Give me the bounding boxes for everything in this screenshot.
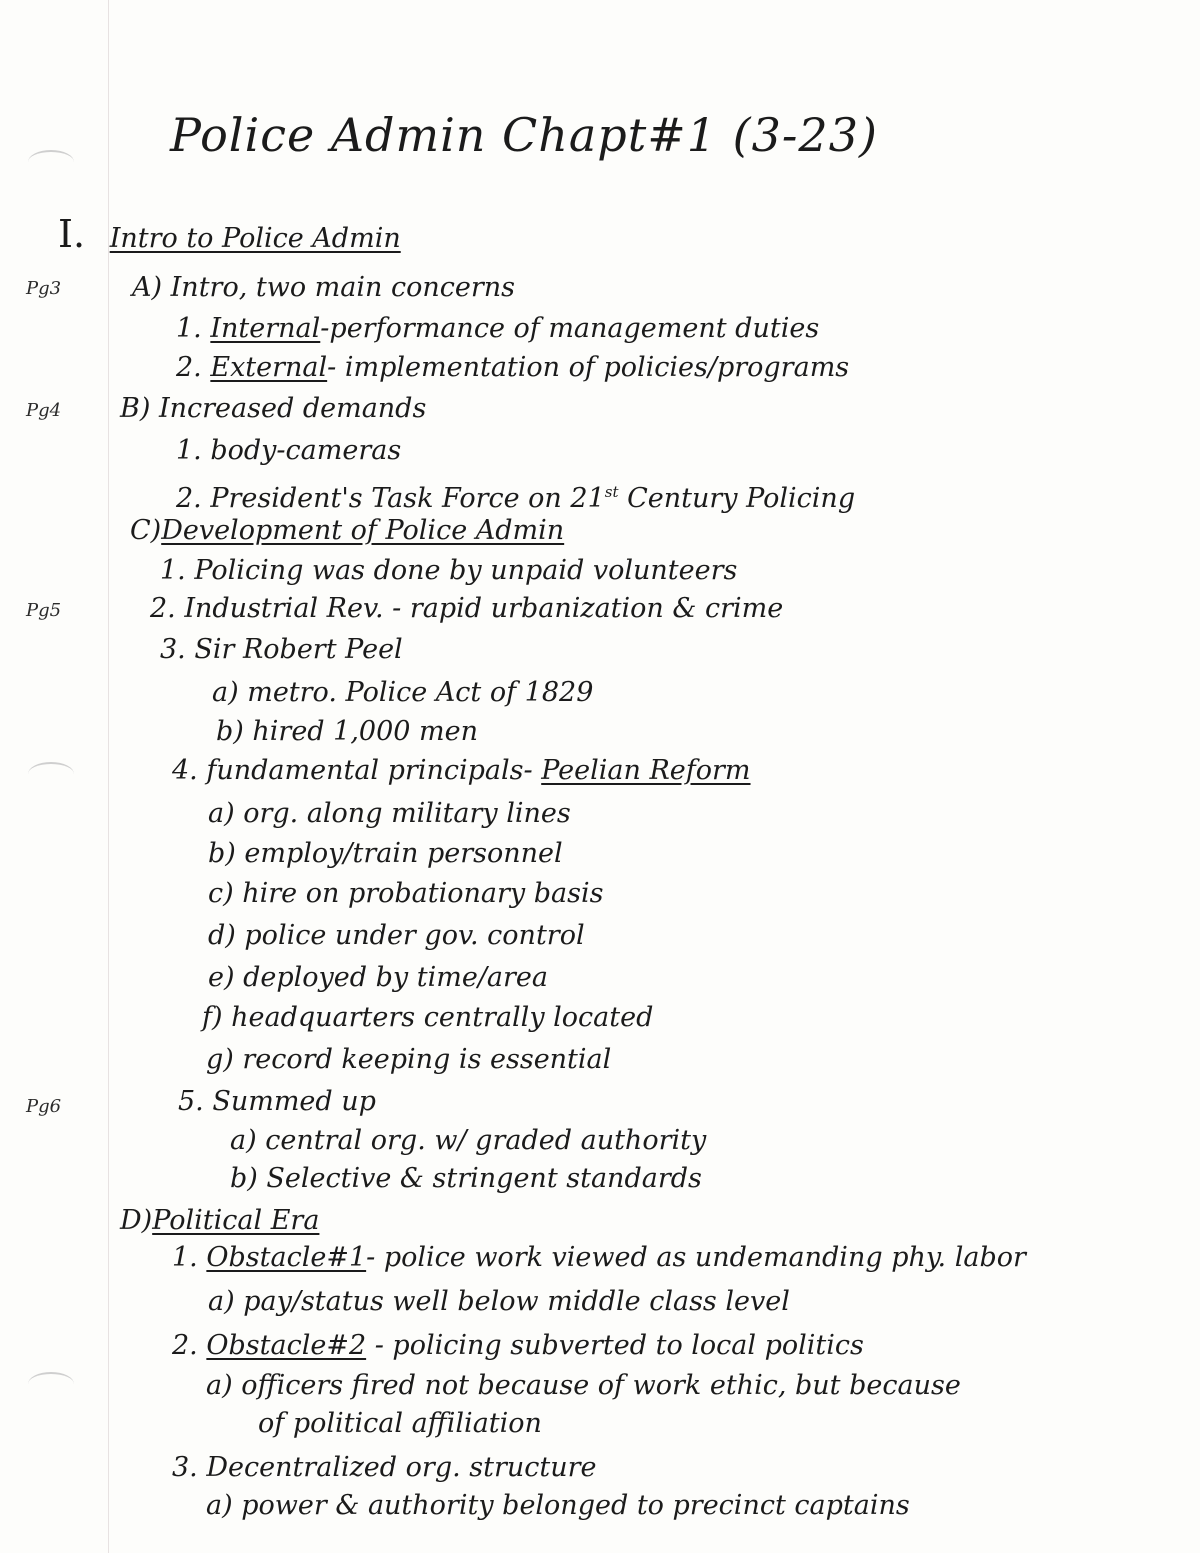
list-item: b) hired 1,000 men: [216, 716, 479, 747]
item-term: Obstacle#2: [206, 1330, 367, 1361]
list-item: 3. Sir Robert Peel: [160, 634, 403, 665]
section-numeral: I.: [58, 212, 86, 256]
subsection-c: [130, 515, 564, 547]
subsection-a: [132, 272, 515, 304]
page-ref: Pg6: [26, 1096, 62, 1117]
section-title: Intro to Police Admin: [109, 223, 401, 254]
list-item: 1. body-cameras: [176, 435, 402, 466]
item-term: Internal: [210, 313, 321, 344]
subsection-heading: Development of Police Admin: [161, 515, 565, 546]
list-item: d) police under gov. control: [208, 920, 585, 951]
subsection-label: D): [120, 1205, 153, 1236]
item-term: Peelian Reform: [541, 755, 751, 786]
item-number: 2.: [172, 1330, 198, 1361]
list-item: a) org. along military lines: [208, 798, 571, 829]
list-item: 3. Decentralized org. structure: [172, 1452, 597, 1483]
list-item: a) power & authority belonged to precinct captains: [206, 1490, 910, 1521]
list-item: 5. Summed up: [178, 1086, 376, 1117]
list-item: g) record keeping is essential: [206, 1044, 612, 1075]
list-item: e) deployed by time/area: [208, 962, 548, 993]
item-text: - implementation of policies/programs: [327, 352, 850, 383]
page-ref: Pg3: [26, 278, 62, 299]
section-heading: [58, 212, 401, 256]
list-item: b) Selective & stringent standards: [230, 1163, 702, 1194]
subsection-label: B): [120, 393, 151, 424]
item-number: 2.: [176, 352, 202, 383]
list-item: [172, 1242, 1026, 1274]
list-item: a) central org. w/ graded authority: [230, 1125, 707, 1156]
item-term: Obstacle#1: [206, 1242, 367, 1273]
item-term: External: [210, 352, 328, 383]
item-text: -performance of management duties: [320, 313, 820, 344]
item-text: Century Policing: [618, 483, 856, 514]
punch-hole: [28, 1372, 74, 1396]
subsection-b: [120, 393, 426, 425]
punch-hole: [28, 150, 74, 174]
item-text: 4. fundamental principals-: [172, 755, 533, 786]
item-text: - police work viewed as undemanding phy. labor: [366, 1242, 1026, 1273]
subsection-text: Increased demands: [158, 393, 427, 424]
item-superscript: st: [604, 483, 619, 501]
page-title: Police Admin Chapt#1 (3-23): [170, 108, 878, 162]
page-ref: Pg4: [26, 400, 62, 421]
subsection-text: Intro, two main concerns: [170, 272, 515, 303]
item-text: - policing subverted to local politics: [366, 1330, 864, 1361]
list-item: f) headquarters centrally located: [202, 1002, 654, 1033]
subsection-d: [120, 1205, 319, 1237]
list-item: c) hire on probationary basis: [208, 878, 604, 909]
list-item: [172, 1330, 864, 1362]
list-item: b) employ/train personnel: [208, 838, 563, 869]
item-number: 1.: [176, 313, 202, 344]
list-item: a) officers fired not because of work ethic, but because: [206, 1370, 961, 1401]
list-item: a) pay/status well below middle class level: [208, 1286, 790, 1317]
list-item: 1. Policing was done by unpaid volunteers: [160, 555, 738, 586]
item-text: 2. President's Task Force on 21: [176, 483, 605, 514]
list-item: [176, 352, 849, 384]
punch-hole: [28, 762, 74, 786]
page-ref: Pg5: [26, 600, 62, 621]
list-item: [176, 313, 819, 345]
list-item: 2. Industrial Rev. - rapid urbanization & crime: [150, 593, 784, 624]
subsection-label: C): [130, 515, 162, 546]
item-number: 1.: [172, 1242, 198, 1273]
subsection-label: A): [132, 272, 163, 303]
list-item: a) metro. Police Act of 1829: [212, 677, 594, 708]
list-item: [176, 476, 855, 515]
subsection-heading: Political Era: [152, 1205, 320, 1236]
list-item: [172, 755, 751, 787]
list-item: of political affiliation: [258, 1408, 542, 1439]
